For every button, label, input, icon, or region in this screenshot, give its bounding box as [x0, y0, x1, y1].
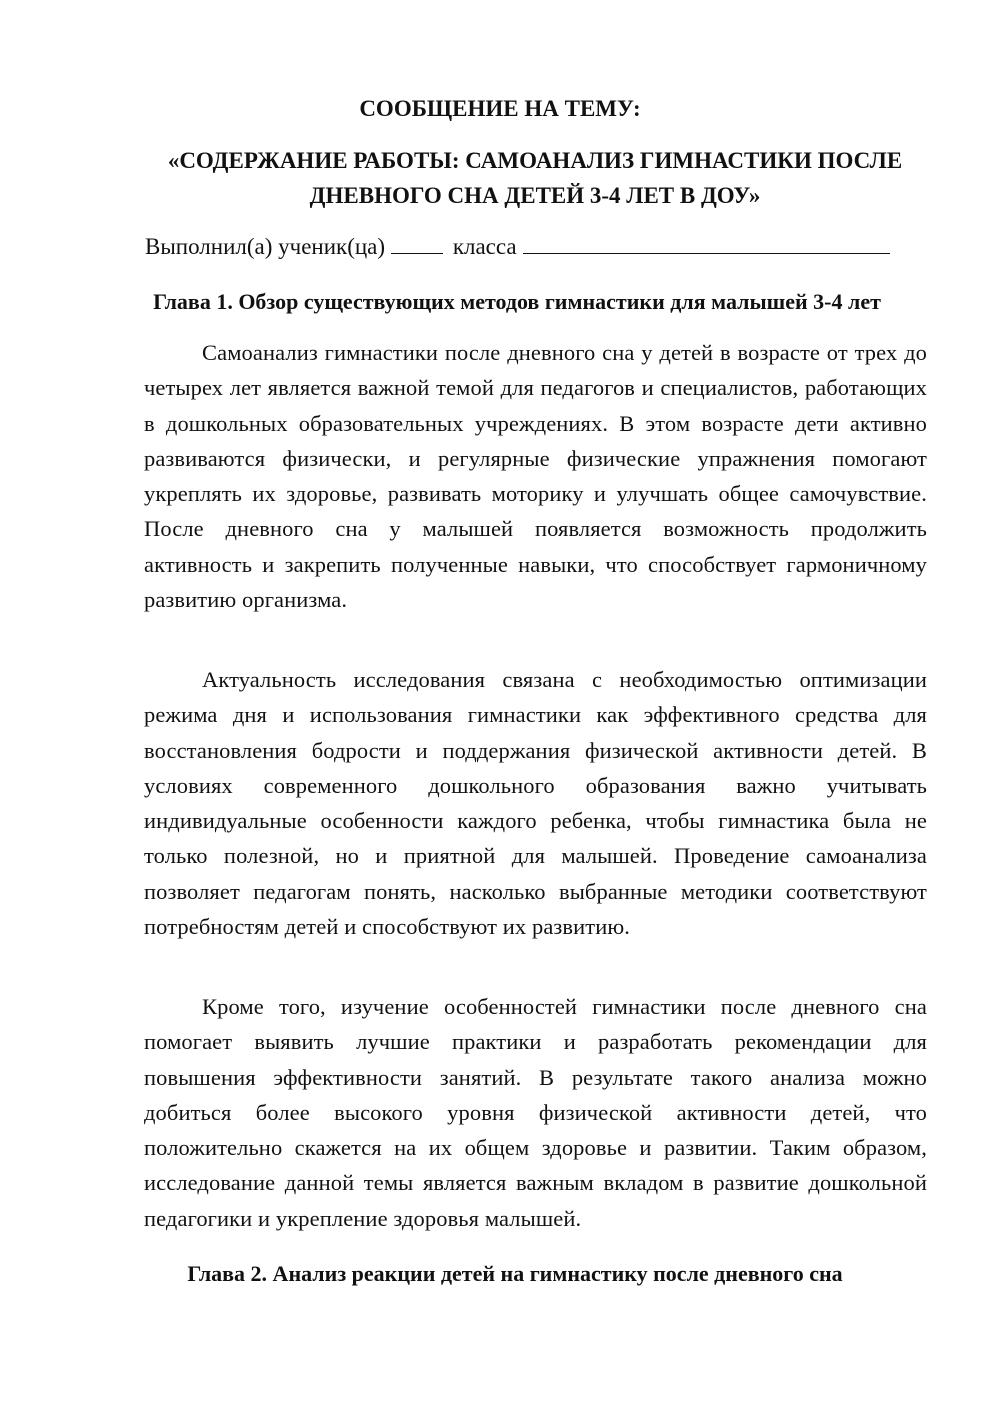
student-name-blank: [523, 235, 890, 254]
author-line: [145, 233, 890, 261]
document-heading: СООБЩЕНИЕ НА ТЕМУ:: [359, 96, 641, 121]
paragraph-1: Самоанализ гимнастики после дневного сна у детей в возрасте от трех до четырех лет является важной темой для педагогов и специалистов, работающих в дошкольных образовательных учреждениях. В этом возрасте дети активно развиваются физически, и регулярные физические упражнения помогают укреплять их здоровье, развивать моторику и улучшать общее самочувствие. После дневного сна у малышей появляется возможность продолжить активность и закрепить полученные навыки, что способствует гармоничному развитию организма.: [144, 340, 927, 613]
class-label: класса: [452, 234, 517, 259]
chapter-1-title: Глава 1. Обзор существующих методов гимнастики для малышей 3-4 лет: [153, 289, 881, 314]
paragraph-2: Актуальность исследования связана с необходимостью оптимизации режима дня и использования гимнастики как эффективного средства для восстановления бодрости и поддержания физической активности детей. В условиях современного дошкольного образования важно учитывать индивидуальные особенности каждого ребенка, чтобы гимнастика была не только полезной, но и приятной для малышей. Проведение самоанализа позволяет педагогам понять, насколько выбранные методики соответствуют потребностям детей и способствуют их развитию.: [144, 667, 927, 940]
chapter-2-title: Глава 2. Анализ реакции детей на гимнастику после дневного сна: [187, 1261, 843, 1286]
author-label: Выполнил(а) ученик(ца): [145, 234, 386, 259]
class-number-blank: [391, 235, 443, 254]
paragraph-3: Кроме того, изучение особенностей гимнастики после дневного сна помогает выявить лучшие практики и разработать рекомендации для повышения эффективности занятий. В результате такого анализа можно добиться более высокого уровня физической активности детей, что положительно скажется на их общем здоровье и развитии. Таким образом, исследование данной темы является важным вкладом в развитие дошкольной педагогики и укрепление здоровья малышей.: [144, 994, 927, 1231]
document-topic-title: «СОДЕРЖАНИЕ РАБОТЫ: САМОАНАЛИЗ ГИМНАСТИКИ ПОСЛЕ ДНЕВНОГО СНА ДЕТЕЙ 3-4 ЛЕТ В ДОУ»: [167, 148, 903, 208]
